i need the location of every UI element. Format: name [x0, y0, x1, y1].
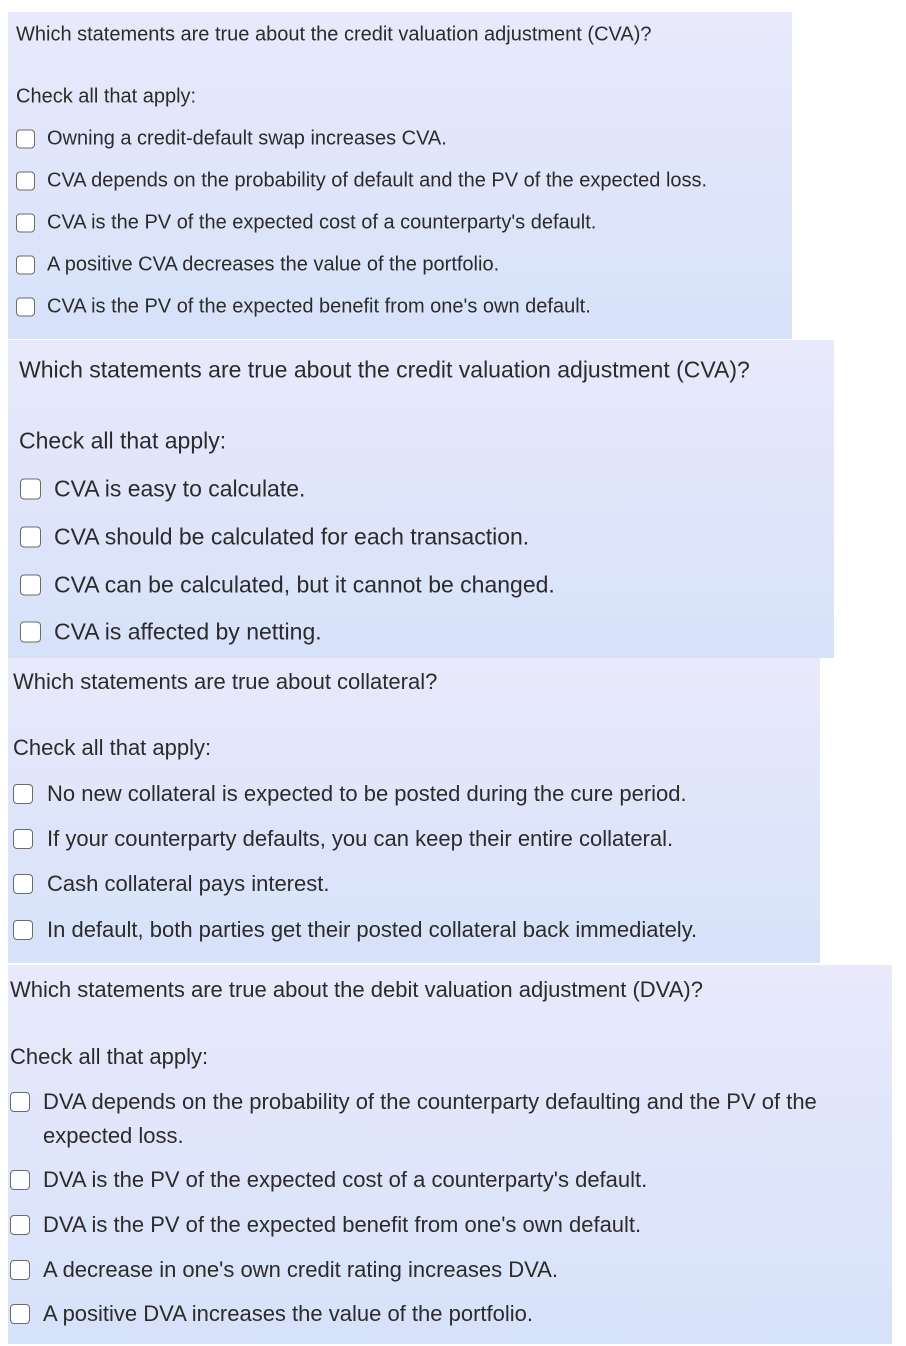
- checkbox[interactable]: [10, 1260, 30, 1280]
- instruction: Check all that apply:: [16, 85, 197, 108]
- checkbox[interactable]: [10, 1092, 30, 1112]
- question-title: Which statements are true about the debit valuation adjustment (DVA)?: [10, 977, 703, 1002]
- checkbox[interactable]: [13, 874, 33, 894]
- option-label[interactable]: CVA is easy to calculate.: [54, 475, 306, 502]
- instruction: Check all that apply:: [10, 1044, 209, 1069]
- option-label[interactable]: CVA should be calculated for each transaction.: [54, 523, 530, 550]
- option-label[interactable]: A positive DVA increases the value of the portfolio.: [43, 1301, 533, 1326]
- option-label[interactable]: CVA can be calculated, but it cannot be changed.: [54, 571, 555, 598]
- checkbox[interactable]: [20, 479, 41, 500]
- option-label[interactable]: Cash collateral pays interest.: [47, 871, 330, 896]
- option-label[interactable]: DVA is the PV of the expected cost of a counterparty's default.: [43, 1167, 648, 1192]
- instruction: Check all that apply:: [19, 427, 227, 454]
- checkbox[interactable]: [10, 1215, 30, 1235]
- question-title: Which statements are true about the credit valuation adjustment (CVA)?: [16, 23, 652, 46]
- checkbox[interactable]: [10, 1304, 30, 1324]
- option-label[interactable]: If your counterparty defaults, you can keep their entire collateral.: [47, 826, 674, 851]
- option-label[interactable]: A positive CVA decreases the value of the portfolio.: [47, 253, 500, 276]
- option-label[interactable]: CVA is affected by netting.: [54, 618, 322, 645]
- option-label[interactable]: In default, both parties get their posted collateral back immediately.: [47, 917, 698, 942]
- instruction: Check all that apply:: [13, 735, 212, 760]
- option-label[interactable]: No new collateral is expected to be posted during the cure period.: [47, 781, 687, 806]
- checkbox[interactable]: [13, 920, 33, 940]
- checkbox[interactable]: [20, 622, 41, 643]
- question-dva: [8, 965, 892, 1344]
- option-label[interactable]: CVA is the PV of the expected cost of a counterparty's default.: [47, 211, 597, 234]
- option-label[interactable]: CVA depends on the probability of default and the PV of the expected loss.: [47, 169, 708, 192]
- option-label[interactable]: DVA is the PV of the expected benefit from one's own default.: [43, 1212, 642, 1237]
- checkbox[interactable]: [16, 172, 35, 191]
- checkbox[interactable]: [16, 298, 35, 317]
- checkbox[interactable]: [16, 214, 35, 233]
- option-label[interactable]: Owning a credit-default swap increases CVA.: [47, 127, 447, 150]
- question-cva-2: [8, 340, 834, 658]
- question-title: Which statements are true about the credit valuation adjustment (CVA)?: [19, 356, 750, 383]
- checkbox[interactable]: [10, 1170, 30, 1190]
- option-label[interactable]: CVA is the PV of the expected benefit from one's own default.: [47, 295, 591, 318]
- checkbox[interactable]: [16, 256, 35, 275]
- question-title: Which statements are true about collateral?: [13, 669, 438, 694]
- checkbox[interactable]: [16, 130, 35, 149]
- option-label[interactable]: DVA depends on the probability of the counterparty defaulting and the PV of the expected loss.: [43, 1089, 817, 1148]
- checkbox[interactable]: [13, 784, 33, 804]
- checkbox[interactable]: [20, 575, 41, 596]
- option-label[interactable]: A decrease in one's own credit rating increases DVA.: [43, 1257, 558, 1282]
- question-collateral: [8, 658, 820, 963]
- checkbox[interactable]: [13, 829, 33, 849]
- checkbox[interactable]: [20, 527, 41, 548]
- question-cva-1: [8, 12, 792, 339]
